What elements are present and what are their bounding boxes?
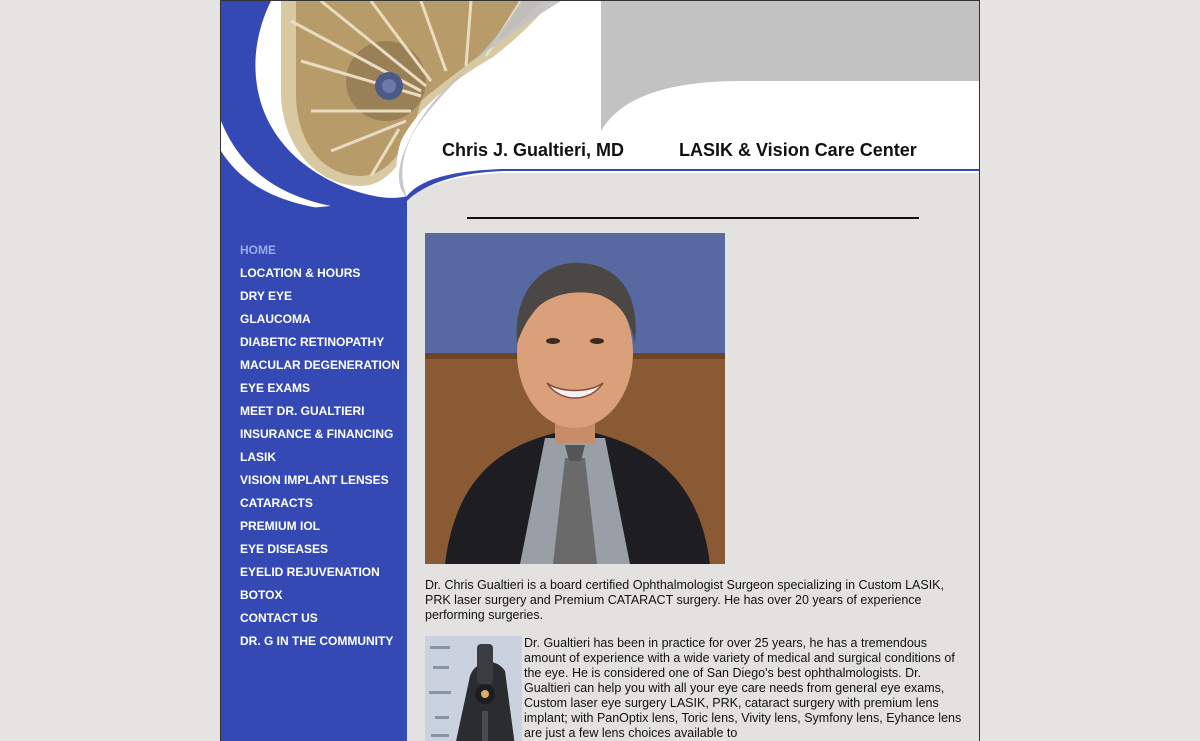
nav-item-glaucoma[interactable]: GLAUCOMA bbox=[240, 312, 311, 326]
nav-item-eyelid-rejuvenation[interactable]: EYELID REJUVENATION bbox=[240, 565, 380, 579]
nav-item-diabetic-retinopathy[interactable]: DIABETIC RETINOPATHY bbox=[240, 335, 385, 349]
nav-item-lasik[interactable]: LASIK bbox=[240, 450, 276, 464]
practice-paragraph: Dr. Gualtieri has been in practice for over 25 years, he has a tremendous amount of experience with a wide variety of medical and surgical conditions of the eye. He is considered one of San Diego's best ophthalmologists. Dr. Gualtieri can help you with all your eye care needs from general eye exams, Custom laser eye surgery LASIK, PRK, cataract surgery with premium lens implant; with PanOptix lens, Toric lens, Vivity lens, Symfony lens, Eyhance lens are just a few lens choices available to bbox=[524, 636, 962, 740]
nautilus-shell-banner bbox=[221, 1, 979, 216]
page bbox=[220, 0, 980, 741]
nav-item-meet-dr-gualtieri[interactable]: MEET DR. GUALTIERI bbox=[240, 404, 365, 418]
slit-lamp-image bbox=[425, 636, 522, 741]
center-name: LASIK & Vision Care Center bbox=[679, 140, 917, 160]
nav-item-home[interactable]: HOME bbox=[240, 243, 276, 257]
nav-item-macular-degeneration[interactable]: MACULAR DEGENERATION bbox=[240, 358, 400, 372]
doctor-portrait-photo bbox=[425, 233, 725, 564]
sidebar-nav bbox=[221, 216, 407, 741]
nav-item-botox[interactable]: BOTOX bbox=[240, 588, 283, 602]
nav-item-location-hours[interactable]: LOCATION & HOURS bbox=[240, 266, 361, 280]
nav-item-premium-iol[interactable]: PREMIUM IOL bbox=[240, 519, 320, 533]
nav-item-cataracts[interactable]: CATARACTS bbox=[240, 496, 313, 510]
doctor-name: Chris J. Gualtieri, MD bbox=[442, 140, 625, 160]
nav-item-eye-exams[interactable]: EYE EXAMS bbox=[240, 381, 311, 395]
nav-item-eye-diseases[interactable]: EYE DISEASES bbox=[240, 542, 329, 556]
nav-item-insurance-financing[interactable]: INSURANCE & FINANCING bbox=[240, 427, 394, 441]
header-banner bbox=[221, 1, 979, 216]
intro-paragraph: Dr. Chris Gualtieri is a board certified Ophthalmologist Surgeon specializing in Custom LASIK, PRK laser surgery and Premium CATARACT surgery. He has over 20 years of experience performing surgeries. bbox=[425, 578, 944, 622]
nav-item-dry-eye[interactable]: DRY EYE bbox=[240, 289, 293, 303]
divider-rule bbox=[467, 217, 919, 219]
nav-item-contact-us[interactable]: CONTACT US bbox=[240, 611, 318, 625]
nav-menu bbox=[240, 243, 400, 657]
nav-item-vision-implant-lenses[interactable]: VISION IMPLANT LENSES bbox=[240, 473, 389, 487]
nav-item-dr-g-community[interactable]: DR. G IN THE COMMUNITY bbox=[240, 634, 394, 648]
